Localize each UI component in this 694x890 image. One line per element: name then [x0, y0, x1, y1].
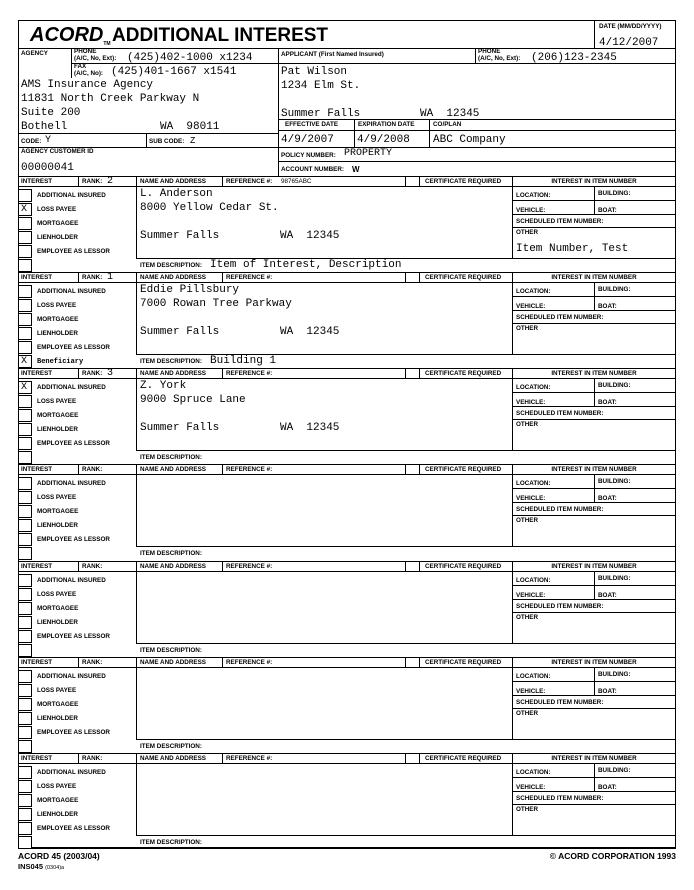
interest-label: INTEREST	[21, 659, 53, 666]
name-address-label: NAME AND ADDRESS	[140, 274, 207, 281]
account-number-label: ACCOUNT NUMBER:	[281, 166, 344, 173]
interest-type-label: LOSS PAYEE	[37, 206, 77, 213]
checkbox-mark: X	[21, 204, 28, 215]
agency-label: AGENCY	[21, 50, 48, 57]
interest-type-checkbox[interactable]	[18, 712, 32, 725]
building-label: BUILDING:	[598, 286, 631, 293]
other-label: OTHER	[516, 614, 539, 621]
interest-type-checkbox[interactable]	[18, 285, 32, 298]
acord-logo	[30, 24, 111, 47]
interest-type-label: ADDITIONAL INSURED	[37, 769, 106, 776]
interest-name[interactable]: Z. York	[140, 380, 187, 392]
policy-number-value[interactable]: PROPERTY	[344, 148, 393, 159]
item-description-label: ITEM DESCRIPTION:	[140, 262, 202, 269]
customer-id-label: AGENCY CUSTOMER ID	[21, 148, 94, 155]
interest-type-label: MORTGAGEE	[37, 797, 79, 804]
effective-date-label: EFFECTIVE DATE	[285, 121, 339, 128]
interest-type-checkbox[interactable]	[18, 519, 32, 532]
other-label: OTHER	[516, 806, 539, 813]
interest-in-item-label: INTEREST IN ITEM NUMBER	[551, 563, 637, 570]
effective-date-value[interactable]: 4/9/2007	[281, 134, 334, 146]
expiration-date-label: EXPIRATION DATE	[358, 121, 415, 128]
agency-city[interactable]: Bothell	[21, 121, 68, 133]
coplan-label: CO/PLAN	[433, 121, 462, 128]
vehicle-label: VEHICLE:	[516, 784, 546, 791]
interest-type-checkbox[interactable]	[18, 299, 32, 312]
interest-type-label: EMPLOYEE AS LESSOR	[37, 536, 110, 543]
other-label: OTHER	[516, 710, 539, 717]
interest-in-item-label: INTEREST IN ITEM NUMBER	[551, 659, 637, 666]
other-label: OTHER	[516, 421, 539, 428]
certificate-required-label: CERTIFICATE REQUIRED	[425, 274, 502, 281]
account-number-value[interactable]: W	[352, 165, 360, 174]
interest-type-label: LOSS PAYEE	[37, 687, 77, 694]
location-label: LOCATION:	[516, 673, 551, 680]
interest-type-checkbox[interactable]	[18, 245, 32, 258]
coplan-value[interactable]: ABC Company	[433, 134, 506, 146]
location-label: LOCATION:	[516, 192, 551, 199]
interest-type-checkbox[interactable]	[18, 780, 32, 793]
extra-interest-checkbox[interactable]	[18, 644, 32, 657]
applicant-state-zip[interactable]: WA 12345	[420, 108, 480, 120]
vehicle-label: VEHICLE:	[516, 207, 546, 214]
rank-label: RANK:	[82, 274, 103, 281]
interest-type-label: ADDITIONAL INSURED	[37, 480, 106, 487]
reference-label: REFERENCE #:	[226, 563, 273, 570]
location-label: LOCATION:	[516, 577, 551, 584]
interest-type-label: MORTGAGEE	[37, 701, 79, 708]
certificate-required-label: CERTIFICATE REQUIRED	[425, 659, 502, 666]
scheduled-item-label: SCHEDULED ITEM NUMBER:	[516, 314, 604, 321]
building-label: BUILDING:	[598, 190, 631, 197]
interest-type-checkbox[interactable]	[18, 574, 32, 587]
interest-type-checkbox[interactable]	[18, 808, 32, 821]
agency-phone-label: PHONE (A/C, No, Ext):	[74, 48, 117, 62]
boat-label: BOAT:	[598, 303, 617, 310]
interest-type-checkbox[interactable]	[18, 684, 32, 697]
other-value[interactable]: Item Number, Test	[516, 243, 629, 255]
rank-label: RANK:	[82, 370, 103, 377]
acord-brand: ACORD	[30, 24, 104, 46]
ins-code-main: INS045	[18, 862, 44, 871]
interest-type-label: LOSS PAYEE	[37, 591, 77, 598]
extra-interest-label[interactable]: Beneficiary	[37, 358, 84, 366]
interest-type-label: MORTGAGEE	[37, 508, 79, 515]
policy-number-label: POLICY NUMBER:	[281, 152, 336, 159]
interest-address[interactable]: 7000 Rowan Tree Parkway	[140, 298, 292, 310]
interest-name[interactable]: Eddie Pillsbury	[140, 284, 240, 296]
rank-label: RANK:	[82, 178, 103, 185]
subcode-value[interactable]: Z	[190, 136, 196, 146]
interest-type-label: LOSS PAYEE	[37, 494, 77, 501]
vehicle-label: VEHICLE:	[516, 495, 546, 502]
interest-label: INTEREST	[21, 370, 53, 377]
boat-label: BOAT:	[598, 399, 617, 406]
interest-label: INTEREST	[21, 274, 53, 281]
applicant-phone-value[interactable]: (206)123-2345	[531, 52, 617, 64]
reference-label: REFERENCE #:	[226, 755, 273, 762]
interest-type-label: ADDITIONAL INSURED	[37, 673, 106, 680]
interest-in-item-label: INTEREST IN ITEM NUMBER	[551, 755, 637, 762]
checkbox-mark: X	[21, 382, 28, 393]
certificate-required-label: CERTIFICATE REQUIRED	[425, 178, 502, 185]
interest-type-label: ADDITIONAL INSURED	[37, 192, 106, 199]
name-address-label: NAME AND ADDRESS	[140, 466, 207, 473]
interest-type-label: LIENHOLDER	[37, 522, 78, 529]
interest-type-checkbox[interactable]	[18, 822, 32, 835]
building-label: BUILDING:	[598, 671, 631, 678]
date-label: DATE (MM/DD/YYYY)	[599, 23, 662, 30]
interest-type-checkbox[interactable]	[18, 726, 32, 739]
interest-type-label: LIENHOLDER	[37, 234, 78, 241]
rank-label: RANK:	[82, 659, 103, 666]
interest-type-label: MORTGAGEE	[37, 220, 79, 227]
reference-label: REFERENCE #:	[226, 178, 273, 185]
vehicle-label: VEHICLE:	[516, 592, 546, 599]
rank-label: RANK:	[82, 755, 103, 762]
boat-label: BOAT:	[598, 784, 617, 791]
rank-value[interactable]: 3	[107, 368, 114, 379]
interest-label: INTEREST	[21, 178, 53, 185]
item-description-value[interactable]: Item of Interest, Description	[210, 259, 402, 271]
name-address-label: NAME AND ADDRESS	[140, 370, 207, 377]
agency-address2[interactable]: Suite 200	[21, 107, 81, 119]
reference-label: REFERENCE #:	[226, 466, 273, 473]
form-id: ACORD 45 (2003/04)	[18, 851, 100, 861]
interest-type-label: ADDITIONAL INSURED	[37, 384, 106, 391]
interest-type-checkbox[interactable]	[18, 630, 32, 643]
interest-state-zip[interactable]: WA 12345	[280, 326, 340, 338]
scheduled-item-label: SCHEDULED ITEM NUMBER:	[516, 795, 604, 802]
name-address-label: NAME AND ADDRESS	[140, 659, 207, 666]
reference-label: REFERENCE #:	[226, 370, 273, 377]
agency-state-zip[interactable]: WA 98011	[160, 121, 220, 133]
item-description-label: ITEM DESCRIPTION:	[140, 839, 202, 846]
interest-type-checkbox[interactable]	[18, 616, 32, 629]
item-description-label: ITEM DESCRIPTION:	[140, 358, 202, 365]
interest-type-checkbox[interactable]	[18, 491, 32, 504]
interest-label: INTEREST	[21, 466, 53, 473]
certificate-required-label: CERTIFICATE REQUIRED	[425, 755, 502, 762]
interest-type-label: LOSS PAYEE	[37, 398, 77, 405]
vehicle-label: VEHICLE:	[516, 399, 546, 406]
interest-type-label: ADDITIONAL INSURED	[37, 288, 106, 295]
interest-state-zip[interactable]: WA 12345	[280, 230, 340, 242]
interest-name[interactable]: L. Anderson	[140, 188, 213, 200]
interest-type-checkbox[interactable]	[18, 313, 32, 326]
scheduled-item-label: SCHEDULED ITEM NUMBER:	[516, 506, 604, 513]
interest-type-label: MORTGAGEE	[37, 412, 79, 419]
interest-type-label: ADDITIONAL INSURED	[37, 577, 106, 584]
building-label: BUILDING:	[598, 382, 631, 389]
extra-interest-checkbox[interactable]	[18, 740, 32, 753]
boat-label: BOAT:	[598, 592, 617, 599]
location-label: LOCATION:	[516, 480, 551, 487]
extra-interest-checkbox[interactable]	[18, 451, 32, 464]
interest-type-label: LIENHOLDER	[37, 715, 78, 722]
rank-label: RANK:	[82, 466, 103, 473]
applicant-city[interactable]: Summer Falls	[281, 108, 361, 120]
interest-type-checkbox[interactable]	[18, 189, 32, 202]
form-frame	[18, 20, 676, 848]
name-address-label: NAME AND ADDRESS	[140, 563, 207, 570]
customer-id-value[interactable]: 00000041	[21, 162, 74, 174]
scheduled-item-label: SCHEDULED ITEM NUMBER:	[516, 410, 604, 417]
applicant-label: APPLICANT (First Named Insured)	[281, 51, 384, 58]
name-address-label: NAME AND ADDRESS	[140, 755, 207, 762]
extra-checkbox-mark: X	[21, 356, 28, 367]
interest-in-item-label: INTEREST IN ITEM NUMBER	[551, 274, 637, 281]
form-title: ADDITIONAL INTEREST	[112, 25, 329, 46]
interest-type-label: LOSS PAYEE	[37, 302, 77, 309]
interest-type-checkbox[interactable]	[18, 341, 32, 354]
location-label: LOCATION:	[516, 384, 551, 391]
other-label: OTHER	[516, 325, 539, 332]
interest-type-checkbox[interactable]	[18, 602, 32, 615]
location-label: LOCATION:	[516, 769, 551, 776]
interest-type-checkbox[interactable]	[18, 217, 32, 230]
interest-type-label: LIENHOLDER	[37, 619, 78, 626]
other-label: OTHER	[516, 517, 539, 524]
reference-label: REFERENCE #:	[226, 274, 273, 281]
scheduled-item-label: SCHEDULED ITEM NUMBER:	[516, 603, 604, 610]
extra-interest-checkbox[interactable]	[18, 547, 32, 560]
interest-type-checkbox[interactable]	[18, 423, 32, 436]
interest-in-item-label: INTEREST IN ITEM NUMBER	[551, 178, 637, 185]
subcode-label: SUB CODE:	[149, 138, 185, 145]
interest-type-checkbox[interactable]	[18, 395, 32, 408]
interest-type-label: EMPLOYEE AS LESSOR	[37, 729, 110, 736]
building-label: BUILDING:	[598, 575, 631, 582]
boat-label: BOAT:	[598, 495, 617, 502]
interest-type-checkbox[interactable]	[18, 477, 32, 490]
expiration-date-value[interactable]: 4/9/2008	[357, 134, 410, 146]
interest-type-checkbox[interactable]	[18, 437, 32, 450]
interest-type-label: EMPLOYEE AS LESSOR	[37, 633, 110, 640]
item-description-label: ITEM DESCRIPTION:	[140, 454, 202, 461]
interest-type-checkbox[interactable]	[18, 231, 32, 244]
date-value[interactable]: 4/12/2007	[599, 37, 659, 49]
interest-type-checkbox[interactable]	[18, 794, 32, 807]
acord-tm: TM	[103, 41, 111, 47]
boat-label: BOAT:	[598, 688, 617, 695]
interest-type-label: EMPLOYEE AS LESSOR	[37, 344, 110, 351]
agency-address1[interactable]: 11831 North Creek Parkway N	[21, 93, 200, 105]
interest-state-zip[interactable]: WA 12345	[280, 422, 340, 434]
ins-code-sub: (0304)a	[45, 865, 65, 871]
scheduled-item-label: SCHEDULED ITEM NUMBER:	[516, 218, 604, 225]
interest-address[interactable]: 9000 Spruce Lane	[140, 394, 246, 406]
item-description-label: ITEM DESCRIPTION:	[140, 550, 202, 557]
interest-label: INTEREST	[21, 755, 53, 762]
interest-in-item-label: INTEREST IN ITEM NUMBER	[551, 370, 637, 377]
interest-type-label: LOSS PAYEE	[37, 783, 77, 790]
interest-city[interactable]: Summer Falls	[140, 326, 220, 338]
certificate-required-label: CERTIFICATE REQUIRED	[425, 563, 502, 570]
applicant-name[interactable]: Pat Wilson	[281, 66, 348, 78]
agency-phone-value[interactable]: (425)402-1000 x1234	[127, 52, 253, 64]
vehicle-label: VEHICLE:	[516, 688, 546, 695]
interest-type-checkbox[interactable]	[18, 505, 32, 518]
interest-label: INTEREST	[21, 563, 53, 570]
building-label: BUILDING:	[598, 767, 631, 774]
interest-in-item-label: INTEREST IN ITEM NUMBER	[551, 466, 637, 473]
interest-city[interactable]: Summer Falls	[140, 422, 220, 434]
interest-type-label: MORTGAGEE	[37, 316, 79, 323]
interest-address[interactable]: 8000 Yellow Cedar St.	[140, 202, 279, 214]
interest-type-checkbox[interactable]	[18, 409, 32, 422]
interest-type-checkbox[interactable]	[18, 327, 32, 340]
agency-fax-value[interactable]: (425)401-1667 x1541	[111, 66, 237, 78]
code-label: CODE:	[21, 138, 42, 145]
rank-value[interactable]: 2	[107, 176, 114, 187]
boat-label: BOAT:	[598, 207, 617, 214]
interest-type-checkbox[interactable]	[18, 698, 32, 711]
agency-fax-label: FAX (A/C, No):	[74, 63, 104, 77]
certificate-required-label: CERTIFICATE REQUIRED	[425, 466, 502, 473]
item-description-value[interactable]: Building 1	[210, 355, 277, 367]
reference-label: REFERENCE #:	[226, 659, 273, 666]
name-address-label: NAME AND ADDRESS	[140, 178, 207, 185]
certificate-required-label: CERTIFICATE REQUIRED	[425, 370, 502, 377]
scheduled-item-label: SCHEDULED ITEM NUMBER:	[516, 699, 604, 706]
ins-code	[18, 862, 64, 871]
building-label: BUILDING:	[598, 478, 631, 485]
interest-type-label: EMPLOYEE AS LESSOR	[37, 825, 110, 832]
code-value[interactable]: Y	[45, 135, 52, 146]
vehicle-label: VEHICLE:	[516, 303, 546, 310]
item-description-label: ITEM DESCRIPTION:	[140, 647, 202, 654]
agency-name[interactable]: AMS Insurance Agency	[21, 79, 154, 91]
rank-label: RANK:	[82, 563, 103, 570]
interest-type-checkbox[interactable]	[18, 670, 32, 683]
interest-type-label: LIENHOLDER	[37, 426, 78, 433]
interest-type-label: LIENHOLDER	[37, 330, 78, 337]
applicant-address1[interactable]: 1234 Elm St.	[281, 80, 361, 92]
interest-type-label: EMPLOYEE AS LESSOR	[37, 248, 110, 255]
interest-city[interactable]: Summer Falls	[140, 230, 220, 242]
interest-type-label: LIENHOLDER	[37, 811, 78, 818]
interest-type-label: EMPLOYEE AS LESSOR	[37, 440, 110, 447]
interest-type-checkbox[interactable]	[18, 533, 32, 546]
item-description-label: ITEM DESCRIPTION:	[140, 743, 202, 750]
rank-value[interactable]: 1	[107, 272, 114, 283]
applicant-phone-label: PHONE (A/C, No, Ext):	[478, 48, 521, 62]
copyright: © ACORD CORPORATION 1993	[549, 851, 676, 861]
interest-type-label: MORTGAGEE	[37, 605, 79, 612]
other-label: OTHER	[516, 229, 539, 236]
extra-interest-checkbox[interactable]	[18, 259, 32, 272]
interest-type-checkbox[interactable]	[18, 588, 32, 601]
interest-type-checkbox[interactable]	[18, 766, 32, 779]
reference-value[interactable]: 98765ABC	[281, 178, 312, 185]
location-label: LOCATION:	[516, 288, 551, 295]
